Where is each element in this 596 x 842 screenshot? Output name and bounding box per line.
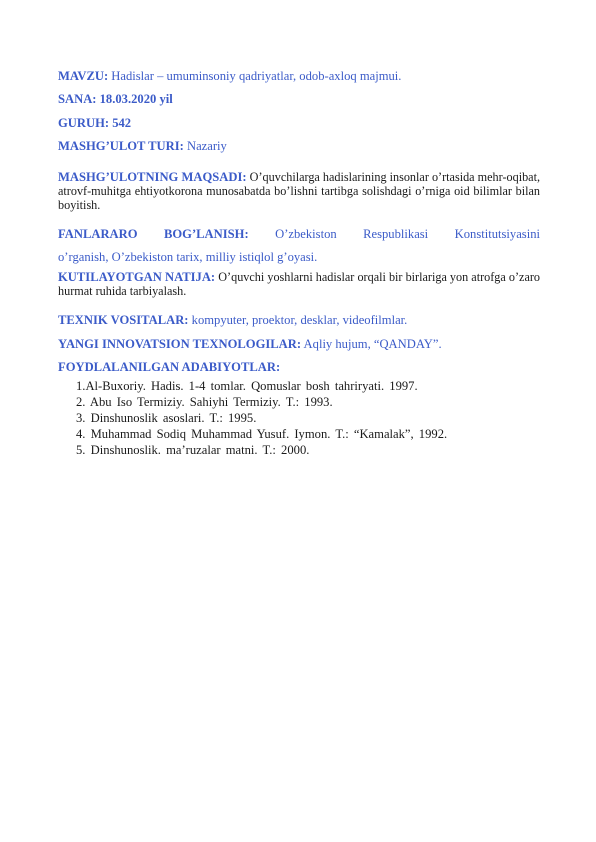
goal-paragraph (58, 170, 540, 212)
topic-line (58, 68, 540, 85)
expected-result-label: KUTILAYOTGAN NATIJA: (58, 270, 216, 284)
technical-tools-line (58, 312, 540, 329)
interdisciplinary-label: FANLARARO BOG’LANISH: (58, 227, 249, 241)
references-list (58, 378, 540, 458)
document-page (58, 68, 540, 458)
topic-label: MAVZU: (58, 69, 109, 83)
reference-item: 3. Dinshunoslik asoslari. T.: 1995. (76, 411, 257, 425)
innovation-value: Aqliy hujum, “QANDAY”. (303, 337, 442, 351)
expected-result-text: O’quvchi yoshlarni hadislar orqali bir birlariga yon atrofga o’zaro hurmat ruhida tarbiyalash. (58, 270, 541, 298)
lesson-type-value: Nazariy (187, 139, 227, 153)
goal-text: O’quvchilarga hadislarining insonlar o’rtasida mehr-oqibat, atrovf-muhitga ehtiyotkorona munosabatda bo’lishni tartibga solishdagi o’rniga oid bilimlar bilan boyitish. (58, 170, 541, 212)
reference-item: 1.Al-Buxoriy. Hadis. 1-4 tomlar. Qomuslar bosh tahriryati. 1997. (76, 379, 418, 393)
reference-item: 4. Muhammad Sodiq Muhammad Yusuf. Iymon. T.: “Kamalak”, 1992. (76, 427, 448, 441)
reference-item: 5. Dinshunoslik. ma’ruzalar matni. T.: 2000. (76, 443, 310, 457)
group-line: GURUH: 542 (58, 116, 132, 130)
technical-tools-label: TEXNIK VOSITALAR: (58, 313, 189, 327)
innovation-line (58, 336, 540, 353)
interdisciplinary-text-2: o’rganish, O’zbekiston tarix, milliy istiqlol g’oyasi. (58, 250, 318, 264)
lesson-type-line (58, 138, 540, 155)
innovation-label: YANGI INNOVATSION TEXNOLOGILAR: (58, 337, 302, 351)
references-heading: FOYDLALANILGAN ADABIYOTLAR: (58, 360, 281, 374)
goal-label: MASHG’ULOTNING MAQSADI: (58, 170, 247, 184)
reference-item: 2. Abu Iso Termiziy. Sahiyhi Termiziy. T.: 1993. (76, 395, 333, 409)
lesson-type-label: MASHG’ULOT TURI: (58, 139, 184, 153)
interdisciplinary-text-1: O’zbekiston Respublikasi Konstitutsiyasini (275, 227, 540, 241)
date-line: SANA: 18.03.2020 yil (58, 92, 173, 106)
topic-value: Hadislar – umuminsoniy qadriyatlar, odob-axloq majmui. (111, 69, 402, 83)
technical-tools-value: kompyuter, proektor, desklar, videofilmlar. (191, 313, 408, 327)
interdisciplinary-line-1 (58, 226, 540, 243)
expected-result-paragraph (58, 270, 540, 298)
